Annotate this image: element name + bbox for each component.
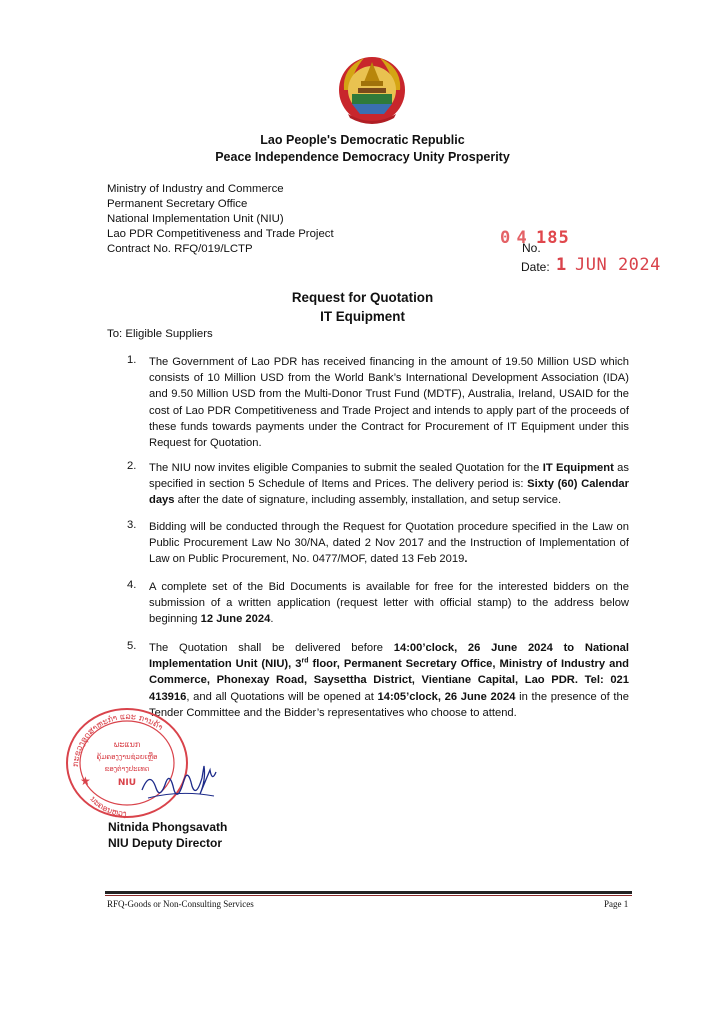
number-label: No. xyxy=(522,241,541,255)
paragraph-4 xyxy=(149,579,629,628)
page-number: Page 1 xyxy=(604,899,629,909)
handwritten-signature xyxy=(140,760,220,810)
footer-divider-thin xyxy=(105,895,632,896)
stamp-illegible-digits: 0 4 xyxy=(500,228,525,248)
stamp-legible-digits: 185 xyxy=(535,228,570,248)
paragraph-number: 2. xyxy=(127,460,137,472)
paragraph-2 xyxy=(149,460,629,509)
bold-text: . xyxy=(464,553,468,566)
sender-line: Permanent Secretary Office xyxy=(107,198,248,210)
sender-line: Contract No. RFQ/019/LCTP xyxy=(107,243,253,255)
paragraph-number: 1. xyxy=(127,354,137,366)
document-title: Request for Quotation xyxy=(291,290,434,305)
footer-document-type: RFQ-Goods or Non-Consulting Services xyxy=(107,899,254,909)
sender-line: Ministry of Industry and Commerce xyxy=(107,183,284,195)
seal-abbr: NIU xyxy=(117,778,137,788)
text: . xyxy=(270,613,274,626)
text: The Quotation shall be delivered before xyxy=(149,642,394,654)
star-icon: ★ xyxy=(80,774,91,788)
text: A complete set of the Bid Documents is available for free for the interested bidders on the submission of a written application (request letter with official stamp) to the address below beginning xyxy=(149,581,629,626)
bold-text: 14:05’clock, 26 June 2024 xyxy=(377,690,516,703)
seal-line: ຄຸ້ມຄອງງານຊ່ວຍເຫຼືອ xyxy=(96,753,158,761)
paragraph-number: 5. xyxy=(127,640,137,652)
national-emblem xyxy=(334,50,410,126)
text: in the presence of the Tender Committee and the Bidder’s representatives who choose to attend. xyxy=(149,690,629,719)
sender-line: National Implementation Unit (NIU) xyxy=(107,213,284,225)
bold-text-part: 14:00’clock, 26 June 2024 to National Implementation Unit (NIU), 3 xyxy=(149,642,629,671)
national-motto: Peace Independence Democracy Unity Prosperity xyxy=(215,150,510,164)
paragraph-5 xyxy=(149,640,629,721)
signatory-title: NIU Deputy Director xyxy=(108,836,223,850)
date-stamp-day: 1 xyxy=(556,255,565,275)
bold-text: Sixty (60) Calendar days xyxy=(149,478,629,507)
document-subtitle: IT Equipment xyxy=(320,309,405,324)
sender-block xyxy=(107,182,334,257)
date-label: Date: xyxy=(521,260,550,274)
ordinal-suffix: rd xyxy=(301,657,309,665)
paragraph-number: 3. xyxy=(127,519,137,531)
paragraph-1: The Government of Lao PDR has received financing in the amount of 19.50 Million USD which consists of 10 Million USD from the World Bank’s International Development Association (IDA) and 9.50 Million USD from the Multi-Donor Trust Fund (MDTF), Australia, Ireland, USAID for the cost of Lao PDR Competitiveness and Trade Project and intends to apply part of the proceeds of these funds towards payments under the Contract for Procurement of IT Equipment under this Request for Quotation. xyxy=(149,356,629,450)
seal-bottom-text: ນະຄອນຫຼວງ xyxy=(88,794,127,819)
bold-text: IT Equipment xyxy=(542,462,614,474)
date-stamp xyxy=(556,255,661,275)
sender-line: Lao PDR Competitiveness and Trade Project xyxy=(107,228,334,240)
paragraph-number: 4. xyxy=(127,579,137,591)
bold-text-part: floor, Permanent Secretary Office, Ministry of Industry and Commerce, Phonexay Road, Saysettha District, Vientiane Capital, Lao PDR. Tel: 021 413916 xyxy=(149,658,630,703)
text: Bidding will be conducted through the Request for Quotation procedure specified in the Law on Public Procurement Law No 30/NA, dated 2 Nov 2017 and the Instruction of Implementation of Law on Public Procurement, No. 0477/MOF, dated 13 Feb 2019 xyxy=(149,521,629,566)
text: after the date of signature, including assembly, installation, and setup service. xyxy=(174,494,562,507)
addressee: To: Eligible Suppliers xyxy=(107,328,213,340)
text: as specified in section 5 Schedule of Items and Prices. The delivery period is: xyxy=(149,462,629,491)
seal-ring-text: ກະຊວງອຸດສາຫະກຳ ແລະ ການຄ້າ xyxy=(70,712,165,768)
seal-line: ພະແນກ xyxy=(113,740,141,749)
text: The NIU now invites eligible Companies to submit the sealed Quotation for the xyxy=(149,462,543,474)
seal-line: ຂອງຕ່າງປະເທດ xyxy=(104,765,150,773)
footer-divider xyxy=(105,891,632,894)
signatory-name: Nitnida Phongsavath xyxy=(108,820,228,834)
date-stamp-month-year: JUN 2024 xyxy=(575,255,661,275)
text: , and all Quotations will be opened at xyxy=(186,690,378,703)
bold-text: 12 June 2024 xyxy=(200,613,271,626)
country-name: Lao People's Democratic Republic xyxy=(260,133,465,147)
paragraph-3 xyxy=(149,519,629,568)
